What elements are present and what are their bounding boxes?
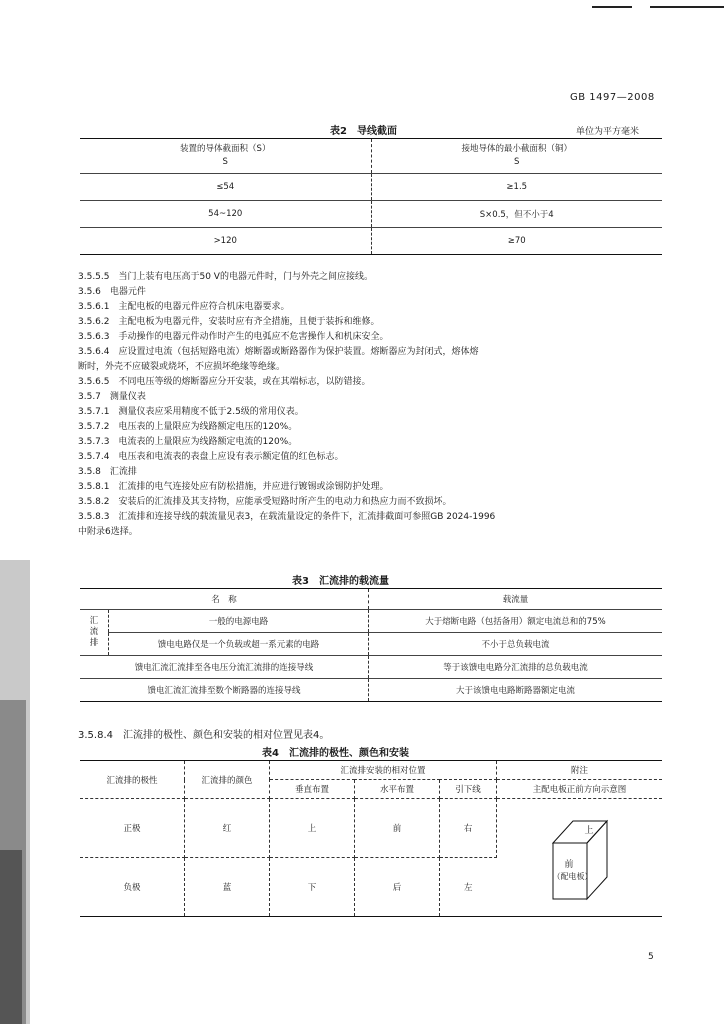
switchboard-diagram [545, 813, 615, 903]
body-line: 3.5.8.1 汇流排的电气连接处应有防松措施，并应进行镀锡或涂锡防护处理。 [78, 482, 389, 492]
table3-header-capacity: 载流量 [502, 595, 529, 605]
table4-cell: 左 [440, 858, 497, 917]
body-text [78, 270, 664, 540]
table2-header-col1-symbol: S [222, 157, 228, 167]
table2-header-col2 [371, 139, 662, 174]
table2-header-col1 [80, 139, 371, 174]
table3-cell: 一般的电源电路 [109, 610, 369, 633]
table4-cell: 后 [355, 858, 440, 917]
table2-cell: S×0.5，但不小于4 [371, 201, 662, 228]
standard-code: GB 1497—2008 [570, 92, 655, 103]
table4-cell: 红 [185, 799, 270, 858]
scan-top-mark [650, 6, 724, 8]
table4-cell: 蓝 [185, 858, 270, 917]
table-row [80, 228, 662, 255]
body-line: 3.5.6.2 主配电板为电器元件，安装时应有齐全措施，且便于装拆和维修。 [78, 317, 380, 327]
table2-header-col1-text: 装置的导体截面积（S） [180, 144, 271, 154]
body-line: 3.5.6.5 不同电压等级的熔断器应分开安装，或在其端标志，以防错接。 [78, 377, 371, 387]
body-line: 3.5.8.4 汇流排的极性、颜色和安装的相对位置见表4。 [78, 730, 330, 741]
table2-cell: >120 [80, 228, 371, 255]
table4-header-polarity: 汇流排的极性 [80, 761, 185, 799]
table-row [80, 679, 662, 702]
table3 [80, 588, 662, 702]
body-line: 3.5.8 汇流排 [78, 467, 137, 477]
table3-cell: 馈电电路仅是一个负载或超一系元素的电路 [109, 633, 369, 656]
table3-cell: 不小于总负载电流 [369, 633, 663, 656]
scan-top-mark [592, 6, 632, 8]
table-row [80, 656, 662, 679]
table2-cell: ≥70 [371, 228, 662, 255]
table-row [80, 799, 662, 858]
table4-cell: 负极 [80, 858, 185, 917]
body-line: 3.5.6.3 手动操作的电器元件动作时产生的电弧应不危害操作人和机床安全。 [78, 332, 389, 342]
table4-header-note-sub: 主配电板正前方向示意图 [497, 780, 663, 799]
table2-cell: ≥1.5 [371, 174, 662, 201]
table-row [80, 174, 662, 201]
body-line: 中附录6选择。 [78, 527, 138, 537]
table3-side-char: 排 [89, 638, 99, 648]
table3-cell: 馈电汇流汇流排至数个断路器的连接导线 [80, 679, 369, 702]
body-line: 3.5.8.2 安装后的汇流排及其支持物，应能承受短路时所产生的电动力和热应力而不致损坏。 [78, 497, 452, 507]
table3-side-label [80, 610, 109, 656]
table4 [80, 760, 662, 917]
table2-caption: 表2 导线截面 [330, 126, 397, 137]
table4-cell: 右 [440, 799, 497, 858]
table4-header-color: 汇流排的颜色 [185, 761, 270, 799]
sketch-top-label: 上 [584, 825, 594, 836]
sketch-front-sub-label: （配电板） [552, 871, 593, 881]
table3-side-char: 流 [89, 627, 99, 637]
table4-header-note: 附注 [497, 761, 663, 780]
table3-caption: 表3 汇流排的载流量 [292, 576, 389, 587]
table3-side-char: 汇 [89, 616, 99, 626]
table-row [80, 610, 662, 633]
table4-sketch-cell [497, 799, 663, 917]
table2-header-col2-symbol: S [514, 157, 520, 167]
body-line: 3.5.7.4 电压表和电流表的表盘上应设有表示额定值的红色标志。 [78, 452, 344, 462]
body-line: 3.5.7.3 电流表的上量限应为线路额定电流的120%。 [78, 437, 298, 447]
table3-cell: 馈电汇流汇流排至各电压分流汇流排的连接导线 [80, 656, 369, 679]
table3-cell: 等于该馈电电路分汇流排的总负载电流 [369, 656, 663, 679]
table2-cell: ≤54 [80, 174, 371, 201]
body-line: 3.5.6 电器元件 [78, 287, 146, 297]
switchboard-sketch [545, 813, 615, 903]
table4-cell: 前 [355, 799, 440, 858]
table-row [80, 633, 662, 656]
table4-header-horizontal: 水平布置 [355, 780, 440, 799]
body-line: 3.5.7.1 测量仪表应采用精度不低于2.5级的常用仪表。 [78, 407, 304, 417]
table2-header-col2-text: 接地导体的最小截面积（铜） [461, 144, 572, 154]
body-line: 3.5.6.1 主配电板的电器元件应符合机床电器要求。 [78, 302, 290, 312]
sketch-front-label: 前 [564, 859, 574, 870]
table3-cell: 大于熔断电路（包括备用）额定电流总和的75% [369, 610, 663, 633]
table4-caption: 表4 汇流排的极性、颜色和安装 [262, 748, 409, 759]
scan-edge-shadow [0, 0, 32, 1024]
body-line: 断时，外壳不应破裂或烧坏，不应损坏绝缘等绝缘。 [78, 362, 286, 372]
table2 [80, 138, 662, 255]
body-line: 3.5.8.3 汇流排和连接导线的载流量见表3，在载流量设定的条件下，汇流排截面可参照GB 2024-1996 [78, 512, 496, 522]
table4-cell: 下 [270, 858, 355, 917]
table4-cell: 上 [270, 799, 355, 858]
body-line: 3.5.6.4 应设置过电流（包括短路电流）熔断器或断路器作为保护装置。熔断器应为封闭式，熔体熔 [78, 347, 479, 357]
table4-cell: 正极 [80, 799, 185, 858]
table2-cell: 54~120 [80, 201, 371, 228]
body-line: 3.5.7.2 电压表的上量限应为线路额定电压的120%。 [78, 422, 298, 432]
table3-cell: 大于该馈电电路断路器额定电流 [369, 679, 663, 702]
page-number: 5 [648, 952, 654, 962]
paragraph-3-5-8-4 [78, 728, 664, 743]
body-line: 3.5.7 测量仪表 [78, 392, 146, 402]
table4-header-lead: 引下线 [440, 780, 497, 799]
table-row [80, 201, 662, 228]
table4-header-vertical: 垂直布置 [270, 780, 355, 799]
table3-header-name: 名 称 [80, 589, 369, 610]
body-line: 3.5.5.5 当门上装有电压高于50 V的电器元件时，门与外壳之间应接线。 [78, 272, 373, 282]
table2-unit: 单位为平方毫米 [576, 127, 640, 137]
table4-header-position: 汇流排安装的相对位置 [270, 761, 497, 780]
